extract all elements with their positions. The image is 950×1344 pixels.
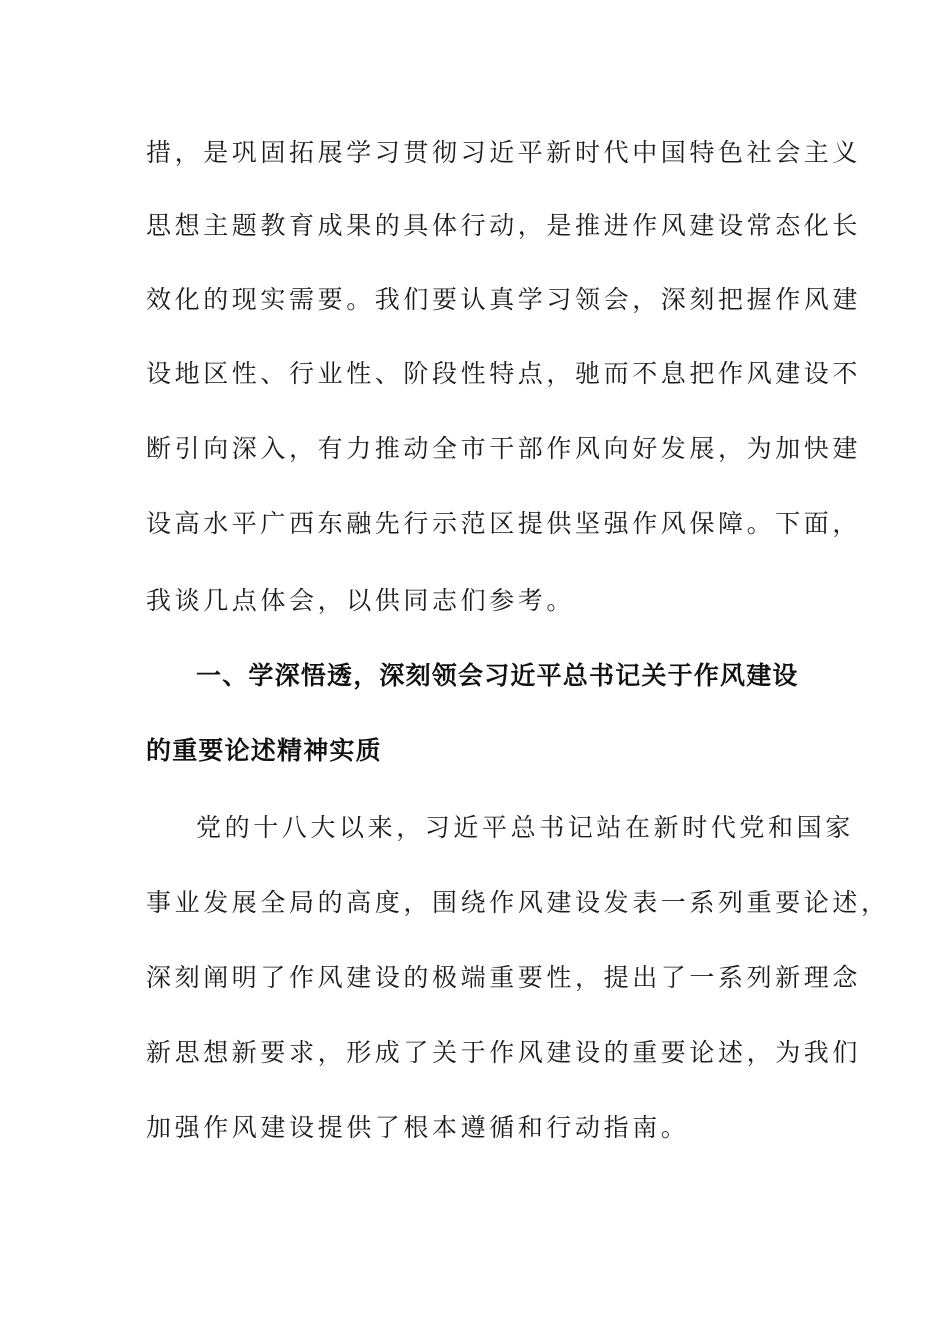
- paragraph-line: 党的十八大以来，习近平总书记站在新时代党和国家: [196, 813, 854, 842]
- paragraph-line: 设高水平广西东融先行示范区提供坚强作风保障。下面，: [146, 509, 862, 538]
- paragraph-line: 加强作风建设提供了根本遵循和行动指南。: [146, 1113, 690, 1142]
- paragraph-line: 设地区性、行业性、阶段性特点，驰而不息把作风建设不: [146, 359, 862, 388]
- paragraph-line: 断引向深入，有力推动全市干部作风向好发展，为加快建: [146, 434, 862, 463]
- section-heading-line: 一、学深悟透，深刻领会习近平总书记关于作风建设: [196, 661, 799, 690]
- paragraph-line: 我谈几点体会，以供同志们参考。: [146, 586, 576, 615]
- paragraph-line: 事业发展全局的高度，围绕作风建设发表一系列重要论述，: [146, 888, 890, 917]
- paragraph-line: 措，是巩固拓展学习贯彻习近平新时代中国特色社会主义: [146, 138, 862, 167]
- paragraph-line: 新思想新要求，形成了关于作风建设的重要论述，为我们: [146, 1038, 862, 1067]
- section-heading-line: 的重要论述精神实质: [146, 736, 382, 765]
- paragraph-line: 效化的现实需要。我们要认真学习领会，深刻把握作风建: [146, 285, 862, 314]
- paragraph-line: 思想主题教育成果的具体行动，是推进作风建设常态化长: [146, 211, 862, 240]
- paragraph-line: 深刻阐明了作风建设的极端重要性，提出了一系列新理念: [146, 963, 862, 992]
